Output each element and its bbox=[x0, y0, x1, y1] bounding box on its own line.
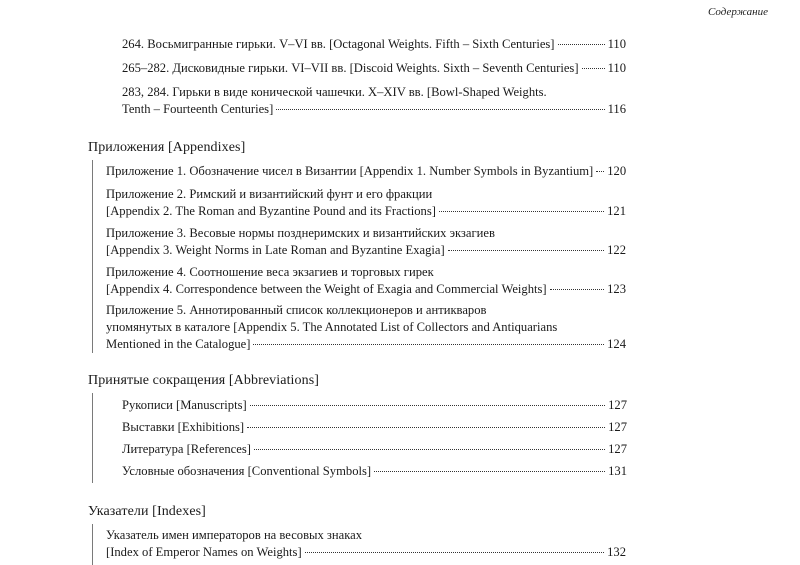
toc-entry[interactable] bbox=[122, 60, 626, 77]
section-heading-indexes[interactable]: Указатели [Indexes] bbox=[88, 504, 206, 519]
toc-entry[interactable] bbox=[122, 441, 627, 458]
dot-leader bbox=[276, 109, 604, 110]
toc-entry-text: Условные обозначения [Conventional Symbols] bbox=[122, 464, 372, 478]
page-number: 121 bbox=[607, 204, 626, 218]
dot-leader bbox=[305, 552, 604, 553]
toc-entry-text: Приложение 4. Соотношение веса экзагиев и торговых гирек bbox=[106, 265, 434, 279]
toc-entry-text: [Appendix 3. Weight Norms in Late Roman and Byzantine Exagia] bbox=[106, 243, 445, 257]
page-number: 132 bbox=[607, 545, 626, 559]
page-number: 131 bbox=[608, 464, 627, 478]
toc-entry[interactable] bbox=[106, 186, 626, 220]
dot-leader bbox=[582, 68, 605, 69]
toc-entry-text: Рукописи [Manuscripts] bbox=[122, 398, 247, 412]
toc-entry[interactable] bbox=[122, 84, 626, 118]
page-number: 124 bbox=[607, 337, 626, 351]
toc-entry-text: [Index of Emperor Names on Weights] bbox=[106, 545, 302, 559]
toc-entry-text: Mentioned in the Catalogue] bbox=[106, 337, 251, 351]
page-number: 127 bbox=[608, 398, 627, 412]
page-number: 110 bbox=[607, 61, 626, 75]
toc-entry[interactable] bbox=[106, 527, 626, 561]
toc-entry-text: Приложение 5. Аннотированный список коллекционеров и антикваров bbox=[106, 303, 487, 317]
section-heading-appendixes[interactable]: Приложения [Appendixes] bbox=[88, 140, 246, 155]
page-number: 120 bbox=[607, 164, 627, 178]
toc-entry[interactable] bbox=[122, 36, 626, 53]
toc-entry[interactable] bbox=[106, 225, 626, 259]
section-rule bbox=[92, 524, 93, 565]
toc-entry-text: 265–282. Дисковидные гирьки. VI–VII вв. [Discoid Weights. Sixth – Seventh Centuries] bbox=[122, 61, 579, 75]
page-number: 127 bbox=[608, 420, 627, 434]
running-head: Содержание bbox=[707, 6, 768, 18]
section-rule bbox=[92, 160, 93, 353]
dot-leader bbox=[253, 344, 604, 345]
section-heading-abbreviations[interactable]: Принятые сокращения [Abbreviations] bbox=[88, 373, 320, 388]
toc-entry-text: Указатель имен императоров на весовых знаках bbox=[106, 528, 363, 542]
toc-entry[interactable] bbox=[106, 163, 626, 180]
page-number: 127 bbox=[608, 442, 627, 456]
dot-leader bbox=[596, 171, 604, 172]
toc-entry[interactable] bbox=[122, 419, 627, 436]
dot-leader bbox=[254, 449, 605, 450]
toc-entry-text: [Appendix 4. Correspondence between the Weight of Exagia and Commercial Weights] bbox=[106, 282, 547, 296]
toc-entry-text: Приложение 1. Обозначение чисел в Византии [Appendix 1. Number Symbols in Byzantium] bbox=[106, 164, 594, 178]
toc-entry[interactable] bbox=[106, 264, 626, 298]
toc-entry-text: упомянутых в каталоге [Appendix 5. The Annotated List of Collectors and Antiquarians bbox=[106, 320, 558, 334]
toc-entry-text: 264. Восьмигранные гирьки. V–VI вв. [Octagonal Weights. Fifth – Sixth Centuries] bbox=[122, 37, 555, 51]
toc-entry-text: Приложение 3. Весовые нормы позднеримских и византийских экзагиев bbox=[106, 226, 495, 240]
page-number: 110 bbox=[607, 37, 626, 51]
toc-entry[interactable] bbox=[122, 463, 627, 480]
toc-entry-text: Литература [References] bbox=[122, 442, 251, 456]
dot-leader bbox=[247, 427, 605, 428]
toc-entry-text: Tenth – Fourteenth Centuries] bbox=[122, 102, 274, 116]
dot-leader bbox=[448, 250, 604, 251]
page-number: 122 bbox=[607, 243, 626, 257]
dot-leader bbox=[250, 405, 605, 406]
section-rule bbox=[92, 393, 93, 483]
toc-entry-text: [Appendix 2. The Roman and Byzantine Pound and its Fractions] bbox=[106, 204, 436, 218]
toc-entry[interactable] bbox=[106, 302, 626, 353]
toc-entry-text: 283, 284. Гирьки в виде конической чашечки. X–XIV вв. [Bowl-Shaped Weights. bbox=[122, 85, 547, 99]
toc-entry[interactable] bbox=[122, 397, 627, 414]
dot-leader bbox=[550, 289, 605, 290]
dot-leader bbox=[439, 211, 604, 212]
toc-entry-text: Выставки [Exhibitions] bbox=[122, 420, 245, 434]
page-number: 123 bbox=[607, 282, 626, 296]
dot-leader bbox=[558, 44, 605, 45]
page-number: 116 bbox=[607, 102, 626, 116]
toc-entry-text: Приложение 2. Римский и византийский фунт и его фракции bbox=[106, 187, 433, 201]
dot-leader bbox=[374, 471, 605, 472]
